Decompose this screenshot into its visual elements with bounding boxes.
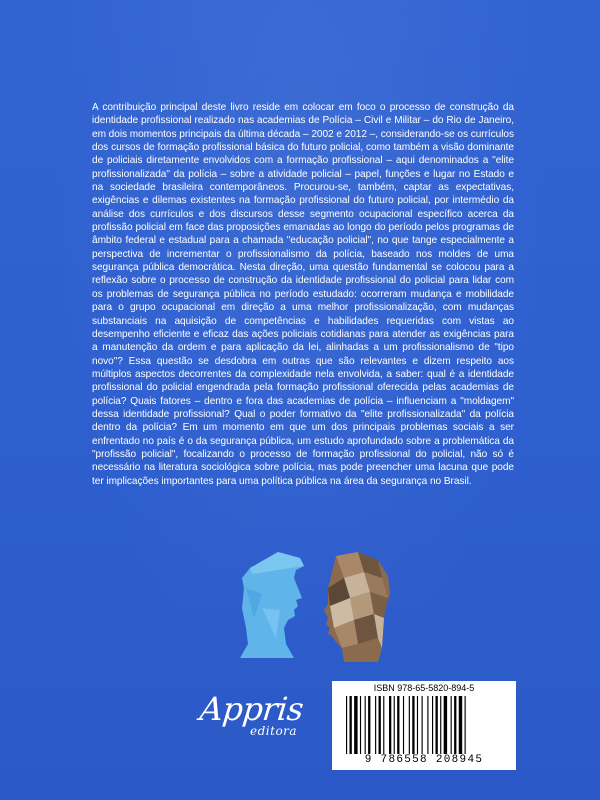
- blurb-paragraph: A contribuição principal deste livro reside em colocar em foco o processo de construção da identidade profissional realizado nas academias de Polícia – Civil e Militar – do Rio de Janeiro, em dois momentos principais da última década – 2002 e 2012 –, considerando-se os currículos dos cursos de formação profissional básica do futuro policial, como também a visão dominante de policiais diretamente envolvidos com a formação profissional – aqui denominados a "elite profissionalizada" da polícia – sobre a atividade policial – papel, funções e lugar no Estado e na sociedade brasileira contemporâneos. Procurou-se, também, captar as expectativas, exigências e dilemas existentes na formação profissional do futuro policial, por intermédio da análise dos currículos e dos discursos desse segmento ocupacional específico acerca da profissão policial em face das proposições emanadas ao longo do período pelos programas de âmbito federal e estadual para a chamada "educação policial", no que tange especialmente a perspectiva de incrementar o profissionalismo da polícia, baseado nos moldes de uma segurança pública democrática. Nesta direção, uma questão fundamental se colocou para a reflexão sobre o processo de construção da identidade profissional do policial para lidar com os problemas de segurança pública no período estudado: ocorreram mudança e mobilidade para o grupo ocupacional em direção a uma melhor profissionalização, com mudanças substanciais na aquisição de competências e habilidades requeridas com vistas ao desempenho eficiente e eficaz das ações policiais cotidianas para atender as exigências para a manutenção da ordem e para aplicação da lei, alinhadas a um profissionalismo de "tipo novo"? Essa questão se desdobra em outras que são relevantes e dizem respeito aos múltiplos aspectos decorrentes da complexidade nela envolvida, a saber: qual é a identidade profissional do policial engendrada pela formação profissional oferecida pelas academias de polícia? Quais fatores – dentro e fora das academias de polícia – influenciam a "moldagem" dessa identidade profissional? Qual o poder formativo da "elite profissionalizada" da polícia dentro da polícia? Em um momento em que um dos principais problemas sociais a ser enfrentado no país é o da segurança pública, um estudo aprofundado sobre a problemática da "profissão policial", focalizando o processo de formação profissional do policial, não só é necessário na literatura sociológica sobre polícia, mas pode preencher uma lacuna que pode ter implicações importantes para uma política pública na área da segurança no Brasil.: [92, 102, 514, 487]
- mosaic-head-profile-icon: [324, 552, 390, 662]
- isbn-digits: 9 786558 208945: [364, 754, 484, 766]
- police-officer-profile-icon: [240, 552, 304, 658]
- isbn-label: ISBN 978-65-5820-894-5: [373, 683, 475, 693]
- back-cover-blurb: [92, 101, 514, 488]
- isbn-barcode: [332, 681, 516, 770]
- publisher-logo-sub: editora: [250, 724, 298, 738]
- publisher-logo-word: Appris: [198, 690, 306, 728]
- heads-illustration: [232, 548, 392, 670]
- barcode-bars: [344, 696, 504, 756]
- publisher-logo: [200, 690, 320, 750]
